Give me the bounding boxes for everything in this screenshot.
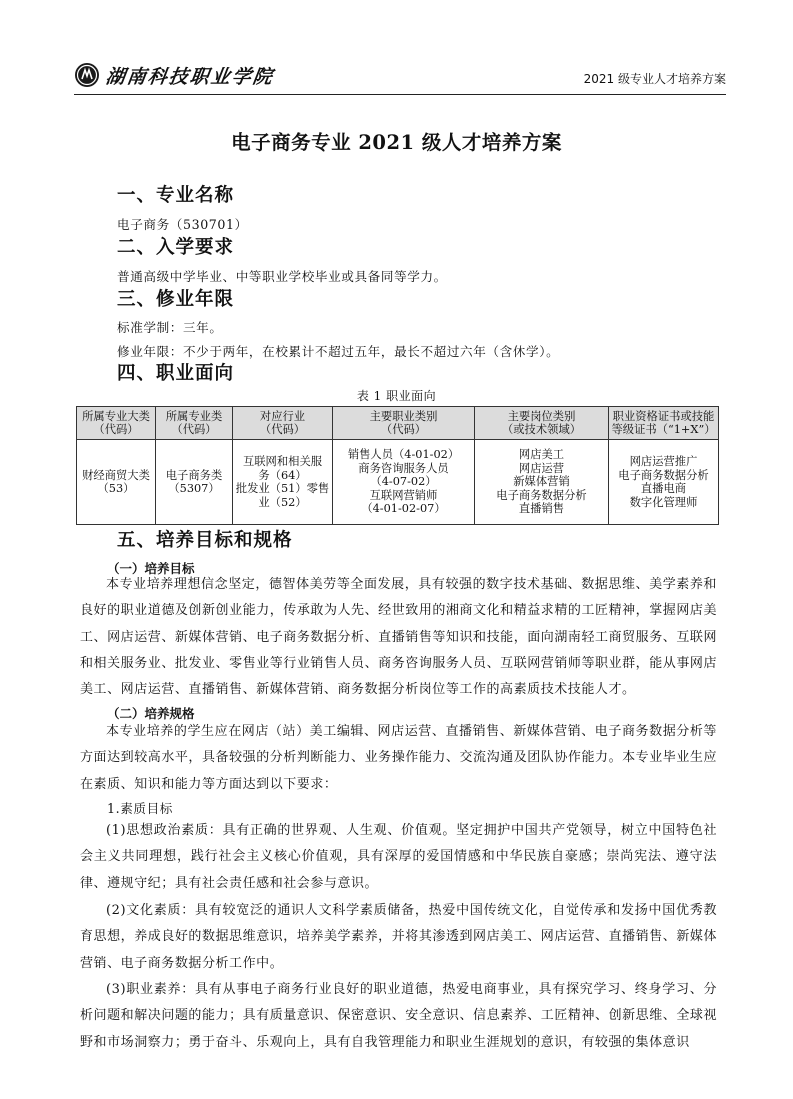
- professional-quality-paragraph: (3)职业素养：具有从事电子商务行业良好的职业道德，热爱电商事业，具有探究学习、终身学习、分析问题和解决问题的能力；具有质量意识、保密意识、安全意识、信息素养、工匠精神、创新思维、全球视野和市场洞察力；勇于奋斗、乐观向上，具有自我管理能力和职业生涯规划的意识，有较强的集体意识: [80, 982, 717, 1050]
- table-cell: 互联网和相关服 务（64） 批发业（51）零售 业（52）: [233, 440, 333, 525]
- political-quality-paragraph: (1)思想政治素质：具有正确的世界观、人生观、价值观。坚定拥护中国共产党领导，树立中国特色社会主义共同理想，践行社会主义核心价值观，具有深厚的爱国情感和中华民族自豪感；崇尚宪法、遵守法律、遵规守纪；具有社会责任感和社会参与意识。: [80, 823, 717, 891]
- quality-goal-heading: 1.素质目标: [107, 801, 173, 816]
- subsection-heading-goal: （一）培养目标: [107, 561, 195, 576]
- table-header-cell: 职业资格证书或技能 等级证书（“1+X”）: [609, 407, 719, 440]
- table-cell: 销售人员（4-01-02） 商务咨询服务人员 （4-07-02） 互联网营销师 （4-01-02-07）: [333, 440, 475, 525]
- subsection-heading-spec: （二）培养规格: [107, 706, 195, 721]
- goal-paragraph: 本专业培养理想信念坚定，德智体美劳等全面发展，具有较强的数字技术基础、数据思维、美学素养和良好的职业道德及创新创业能力，传承敢为人先、经世致用的湘商文化和精益求精的工匠精神，掌握网店美工、网店运营、新媒体营销、电子商务数据分析、直播销售等知识和技能，面向湖南轻工商贸服务、互联网和相关服务业、批发业、零售业等行业销售人员、商务咨询服务人员、互联网营销师等职业群，能从事网店美工、网店运营、直播销售、新媒体营销、商务数据分析岗位等工作的高素质技术技能人才。: [80, 577, 717, 698]
- admission-text: 普通高级中学毕业、中等职业学校毕业或具备同等学力。: [117, 269, 447, 284]
- career-orientation-table: [76, 406, 719, 525]
- table-row: [77, 440, 719, 525]
- school-logo: [74, 60, 274, 90]
- table-cell: 电子商务类 （5307）: [156, 440, 233, 525]
- document-title: 电子商务专业 2021 级人才培养方案: [231, 131, 562, 154]
- section-heading-major-name: 一、专业名称: [117, 185, 235, 206]
- table-cell: 财经商贸大类 （53）: [77, 440, 156, 525]
- duration-limit-text: 修业年限：不少于两年，在校累计不超过五年，最长不超过六年（含休学）。: [117, 344, 560, 359]
- page-header: [74, 58, 726, 95]
- table-cell: 网店美工 网店运营 新媒体营销 电子商务数据分析 直播销售: [475, 440, 609, 525]
- table-header-cell: 所属专业大类 （代码）: [77, 407, 156, 440]
- duration-standard-text: 标准学制：三年。: [117, 320, 223, 335]
- table-header-cell: 对应行业 （代码）: [233, 407, 333, 440]
- section-heading-duration: 三、修业年限: [117, 289, 235, 310]
- header-doc-label: 2021 级专业人才培养方案: [583, 72, 726, 86]
- school-name-logo: 湖南科技职业学院: [104, 65, 276, 88]
- table-header-cell: 主要职业类别 （代码）: [333, 407, 475, 440]
- section-heading-career: 四、职业面向: [117, 363, 235, 384]
- school-seal-icon: [74, 62, 100, 88]
- table-cell: 网店运营推广 电子商务数据分析 直播电商 数字化管理师: [609, 440, 719, 525]
- section-heading-admission: 二、入学要求: [117, 237, 235, 258]
- spec-intro-paragraph: 本专业培养的学生应在网店（站）美工编辑、网店运营、直播销售、新媒体营销、电子商务数据分析等方面达到较高水平，具备较强的分析判断能力、业务操作能力、交流沟通及团队协作能力。本专业毕业生应在素质、知识和能力等方面达到以下要求：: [80, 724, 717, 792]
- table-caption: 表 1 职业面向: [356, 389, 437, 403]
- major-name-text: 电子商务（530701）: [117, 217, 248, 232]
- cultural-quality-paragraph: (2)文化素质：具有较宽泛的通识人文科学素质储备，热爱中国传统文化，自觉传承和发扬中国优秀教育思想，养成良好的数据思维意识，培养美学素养，并将其渗透到网店美工、网店运营、直播销售、新媒体营销、电子商务数据分析工作中。: [80, 903, 717, 971]
- table-header-cell: 所属专业类 （代码）: [156, 407, 233, 440]
- section-heading-objectives: 五、培养目标和规格: [117, 530, 293, 551]
- table-header-cell: 主要岗位类别 （或技术领域）: [475, 407, 609, 440]
- table-header-row: [77, 407, 719, 440]
